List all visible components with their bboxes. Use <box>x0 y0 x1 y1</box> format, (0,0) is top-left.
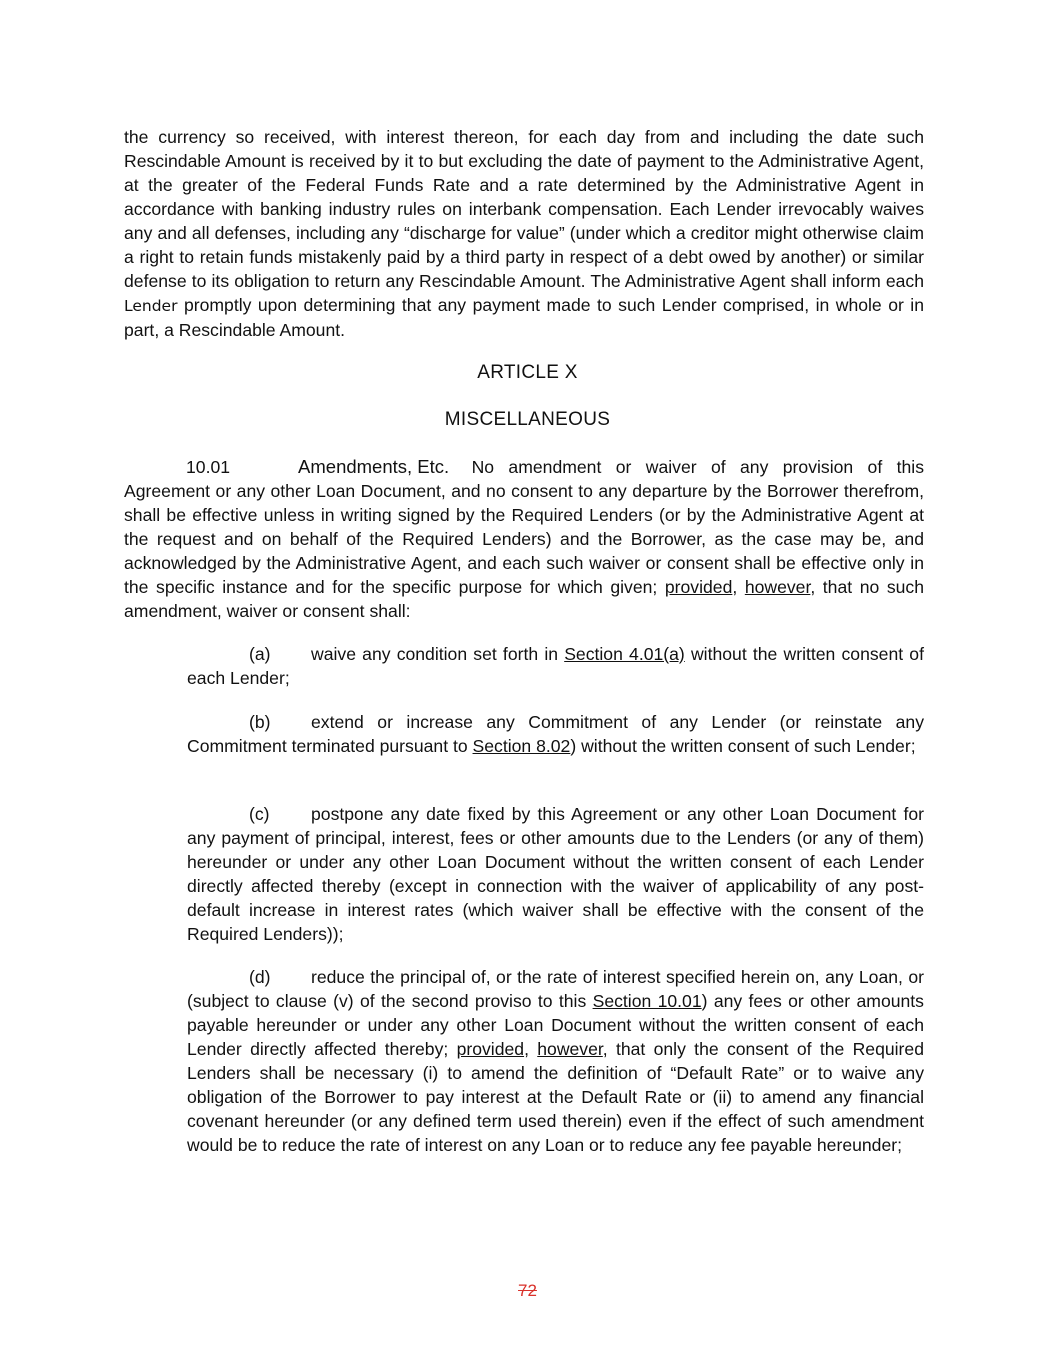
punctuation: , <box>732 577 745 597</box>
section-reference: Section 4.01(a) <box>564 644 685 664</box>
clause-label: (a) <box>249 644 271 664</box>
clause-c <box>187 802 924 946</box>
clause-text: postpone any date fixed by this Agreement or any other Loan Document for any payment of principal, interest, fees or other amounts due to the Lenders (or any of them) hereunder or under any other Loan Document without the written consent of each Lender directly affected thereby (except in connection with the waiver of applicability of any post-default increase in interest rates (which waiver shall be effective with the consent of the Required Lenders)); <box>187 804 924 944</box>
clause-b <box>187 710 924 758</box>
page-number: 72 <box>518 1281 537 1300</box>
section-number: 10.01 <box>186 457 231 477</box>
provided-term: provided <box>456 1039 525 1059</box>
article-subtitle: MISCELLANEOUS <box>444 409 611 430</box>
paragraph-rescindable-amount <box>124 125 924 342</box>
clause-text: reduce the principal of, or the rate of interest specified herein on, any Loan, or (subject to clause (v) of the second proviso to this <box>187 967 924 1011</box>
clause-text: without the written consent of each Lender; <box>187 644 924 688</box>
however-term: however <box>537 1039 603 1059</box>
section-text: No amendment or waiver of any provision of this Agreement or any other Loan Document, and no consent to any departure by the Borrower therefrom, shall be effective unless in writing signed by the Required Lenders (or by the Administrative Agent at the request and on behalf of the Required Lenders) and the Borrower, as the case may be, and acknowledged by the Administrative Agent, and each such waiver or consent shall be effective only in the specific instance and for the specific purpose for which given; <box>124 457 924 597</box>
clause-text: extend or increase any Commitment of any Lender (or reinstate any Commitment terminated pursuant to <box>187 712 924 756</box>
clause-text: waive any condition set forth in <box>311 644 565 664</box>
clause-d <box>187 965 924 1157</box>
paragraph-text: promptly upon determining that any payment made to such Lender comprised, in whole or in part, a Rescindable Amount. <box>124 295 924 340</box>
section-reference: Section 8.02 <box>472 736 571 756</box>
section-10-01 <box>124 455 924 623</box>
clause-label: (b) <box>249 712 271 732</box>
clause-text: ) any fees or other amounts payable hereunder or under any other Loan Document without the written consent of each Lender directly affected thereby; <box>187 991 924 1059</box>
clause-label: (c) <box>249 804 270 824</box>
article-title: ARTICLE X <box>477 362 578 383</box>
section-reference: Section 10.01 <box>592 991 702 1011</box>
clause-label: (d) <box>249 967 271 987</box>
provided-term: provided <box>664 577 733 597</box>
clause-a <box>187 642 924 690</box>
section-title: Amendments, Etc. <box>298 456 450 477</box>
clause-text: ) without the written consent of such Lender; <box>570 736 916 756</box>
section-text: , that no such amendment, waiver or consent shall: <box>124 577 924 621</box>
however-term: however <box>744 577 811 597</box>
clause-text: , that only the consent of the Required Lenders shall be necessary (i) to amend the definition of “Default Rate” or to waive any obligation of the Borrower to pay interest at the Default Rate or (ii) to amend any financial covenant hereunder (or any defined term used therein) even if the effect of such amendment would be to reduce the rate of interest on any Loan or to reduce any fee payable hereunder; <box>187 1039 924 1155</box>
punctuation: , <box>524 1039 538 1059</box>
paragraph-text: the currency so received, with interest thereon, for each day from and including the date such Rescindable Amount is received by it to but excluding the date of payment to the Administrative Agent, at the greater of the Federal Funds Rate and a rate determined by the Administrative Agent in accordance with banking industry rules on interbank compensation. Each Lender irrevocably waives any and all defenses, including any “discharge for value” (under which a creditor might otherwise claim a right to retain funds mistakenly paid by a third party in respect of a debt owed by another) or similar defense to its obligation to return any Rescindable Amount. The Administrative Agent shall inform each <box>124 127 924 291</box>
paragraph-text-alt-font: Lender <box>124 297 178 315</box>
